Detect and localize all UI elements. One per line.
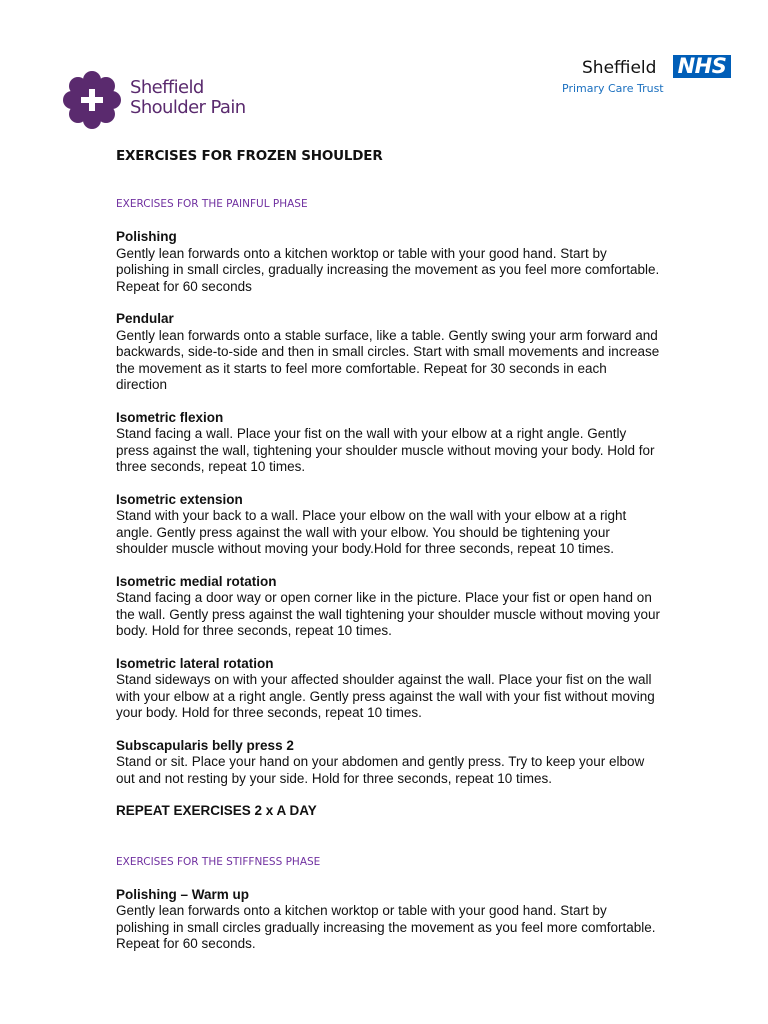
logo-line2: Shoulder Pain — [130, 97, 246, 118]
section-heading-stiffness-phase: EXERCISES FOR THE STIFFNESS PHASE — [116, 855, 321, 868]
exercise-item — [116, 492, 661, 558]
exercise-item — [116, 410, 661, 476]
exercise-title: Isometric flexion — [116, 409, 224, 425]
exercise-description: Stand or sit. Place your hand on your abdomen and gently press. Try to keep your elbow out and not resting by your side. Hold for three seconds, repeat 10 times. — [116, 754, 645, 786]
exercise-item — [116, 229, 661, 295]
exercise-description: Stand facing a wall. Place your fist on the wall with your elbow at a right angle. Gently press against the wall, tightening your shoulder muscle without moving your body. Hold for three seconds, repeat 10 times. — [116, 426, 655, 474]
exercise-item — [116, 311, 661, 394]
exercise-title: Polishing — [116, 229, 177, 244]
exercise-title: Polishing – Warm up — [116, 886, 250, 902]
page-title: EXERCISES FOR FROZEN SHOULDER — [116, 148, 383, 164]
document-body — [116, 148, 661, 969]
exercise-description: Stand with your back to a wall. Place your elbow on the wall with your elbow at a right angle. Gently press against the wall with your elbow. You should be tightening your shoulder muscle without moving your body.Hold for three seconds, repeat 10 times. — [116, 508, 627, 556]
exercise-title: Isometric medial rotation — [116, 573, 277, 589]
exercise-title: Subscapularis belly press 2 — [116, 737, 294, 753]
logo-line1: Sheffield — [130, 77, 204, 98]
nhs-org-name: Sheffield — [582, 58, 657, 78]
exercise-item — [116, 738, 661, 788]
exercise-description: Gently lean forwards onto a kitchen worktop or table with your good hand. Start by polishing in small circles gradually increasing the movement as you feel more comfortable. Repeat for 60 seconds. — [116, 903, 656, 951]
exercise-description: Stand facing a door way or open corner like in the picture. Place your fist or open hand on the wall. Gently press against the wall tightening your shoulder muscle without moving your body. Hold for three seconds, repeat 10 times. — [116, 590, 661, 638]
exercise-description: Gently lean forwards onto a stable surface, like a table. Gently swing your arm forward and backwards, side-to-side and then in small circles. Start with small movements and increase the movement as it starts to feel more comfortable. Repeat for 30 seconds in each direction — [116, 327, 660, 392]
exercise-description: Gently lean forwards onto a kitchen worktop or table with your good hand. Start by polishing in small circles, gradually increasing the movement as you feel more comfortable. Repeat for 60 seconds — [116, 245, 660, 294]
exercise-title: Isometric extension — [116, 491, 243, 507]
nhs-badge: NHS — [673, 55, 731, 78]
flower-cross-logo-icon — [62, 70, 122, 130]
section-heading-painful-phase: EXERCISES FOR THE PAINFUL PHASE — [116, 198, 308, 210]
exercise-item — [116, 656, 661, 722]
exercise-title: Isometric lateral rotation — [116, 655, 274, 671]
nhs-subtitle: Primary Care Trust — [562, 82, 664, 95]
exercise-item — [116, 887, 661, 953]
exercise-item — [116, 574, 661, 640]
repeat-note: REPEAT EXERCISES 2 x A DAY — [116, 803, 317, 818]
exercise-description: Stand sideways on with your affected shoulder against the wall. Place your fist on the wall with your elbow at a right angle. Gently press against the wall with your fist without moving your body. Hold for three seconds, repeat 10 times. — [116, 672, 655, 720]
sheffield-nhs-logo — [560, 54, 740, 104]
exercise-title: Pendular — [116, 311, 174, 326]
sheffield-shoulder-pain-logo — [62, 70, 262, 130]
logo-wordmark — [130, 78, 246, 118]
